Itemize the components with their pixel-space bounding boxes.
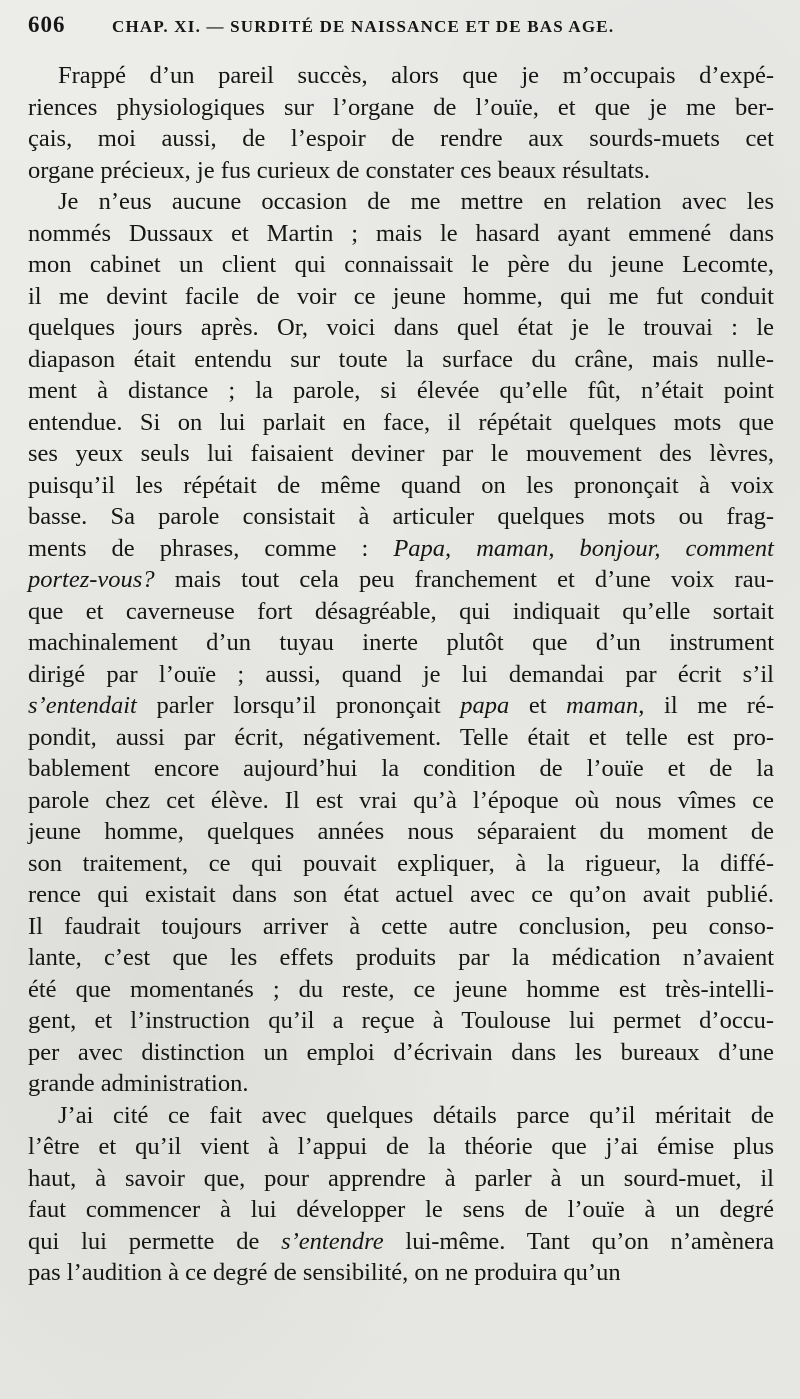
- text-run: riences physiologiques sur l’organe de l’ouïe, et que je me ber-: [28, 93, 774, 121]
- text-line: [28, 155, 774, 187]
- text-run: gent, et l’instruction qu’il a reçue à Toulouse lui permet d’occu-: [28, 1007, 774, 1034]
- text-line: [28, 1068, 774, 1100]
- text-run: été que momentanés ; du reste, ce jeune homme est très-intelli-: [28, 975, 774, 1003]
- page-number: 606: [28, 12, 66, 37]
- text-line: [28, 60, 774, 92]
- text-run: machinalement d’un tuyau inerte plutôt que d’un instrument: [28, 629, 774, 656]
- text-run: bablement encore aujourd’hui la condition de l’ouïe et de la: [28, 755, 774, 782]
- text-run: ment à distance ; la parole, si élevée qu’elle fût, n’était point: [28, 377, 774, 404]
- text-line: [28, 785, 774, 817]
- text-line: [28, 1100, 774, 1132]
- italic-text: s’entendait: [28, 692, 137, 719]
- text-run: grande administration.: [28, 1070, 249, 1097]
- text-run: lante, c’est que les effets produits par la médication n’avaient: [28, 944, 774, 971]
- text-line: [28, 816, 774, 848]
- text-line: [28, 312, 774, 344]
- paragraph: [28, 60, 774, 186]
- text-line: [28, 848, 774, 880]
- text-run: il me devint facile de voir ce jeune homme, qui me fut conduit: [28, 282, 774, 310]
- text-line: [28, 627, 774, 659]
- text-run: entendue. Si on lui parlait en face, il répétait quelques mots que: [28, 408, 774, 436]
- text-run: diapason était entendu sur toute la surface du crâne, mais nulle-: [28, 345, 774, 373]
- text-run: Je n’eus aucune occasion de me mettre en relation avec les: [58, 188, 774, 215]
- text-line: [28, 1131, 774, 1163]
- text-run: pas l’audition à ce degré de sensibilité, on ne produira qu’un: [28, 1259, 621, 1286]
- body-text: [28, 60, 774, 1289]
- text-line: [28, 533, 774, 565]
- text-run: qui lui permette de: [28, 1227, 282, 1255]
- text-run: son traitement, ce qui pouvait expliquer, à la rigueur, la diffé-: [28, 849, 774, 877]
- text-run: J’ai cité ce fait avec quelques détails parce qu’il méritait de: [58, 1101, 774, 1129]
- text-run: per avec distinction un emploi d’écrivain dans les bureaux d’une: [28, 1038, 774, 1066]
- text-line: [28, 690, 774, 722]
- text-line: [28, 186, 774, 218]
- text-line: [28, 249, 774, 281]
- italic-text: s’entendre: [281, 1227, 384, 1255]
- text-run: ments de phrases, comme :: [28, 534, 394, 562]
- text-line: [28, 564, 774, 596]
- text-line: [28, 281, 774, 313]
- text-run: il me ré-: [644, 692, 774, 719]
- text-line: [28, 438, 774, 470]
- text-line: [28, 218, 774, 250]
- text-line: [28, 470, 774, 502]
- text-line: [28, 659, 774, 691]
- text-line: [28, 722, 774, 754]
- text-run: nommés Dussaux et Martin ; mais le hasard ayant emmené dans: [28, 219, 774, 247]
- text-line: [28, 911, 774, 943]
- text-run: haut, à savoir que, pour apprendre à parler à un sourd-muet, il: [28, 1164, 774, 1192]
- text-line: [28, 92, 774, 124]
- text-run: puisqu’il les répétait de même quand on les prononçait à voix: [28, 471, 774, 499]
- text-line: [28, 753, 774, 785]
- text-run: mon cabinet un client qui connaissait le père du jeune Lecomte,: [28, 251, 774, 278]
- paragraph: [28, 186, 774, 1100]
- text-line: [28, 974, 774, 1006]
- text-line: [28, 501, 774, 533]
- italic-text: maman,: [566, 692, 645, 719]
- text-line: [28, 407, 774, 439]
- text-line: [28, 375, 774, 407]
- text-run: mais tout cela peu franchement et d’une voix rau-: [154, 566, 774, 593]
- text-line: [28, 1005, 774, 1037]
- text-run: çais, moi aussi, de l’espoir de rendre aux sourds-muets cet: [28, 125, 774, 152]
- chapter-title: CHAP. XI. — SURDITÉ DE NAISSANCE ET DE BAS AGE.: [112, 17, 615, 36]
- text-line: [28, 344, 774, 376]
- text-run: rence qui existait dans son état actuel avec ce qu’on avait publié.: [28, 881, 774, 908]
- text-run: basse. Sa parole consistait à articuler quelques mots ou frag-: [28, 503, 774, 530]
- text-run: Il faudrait toujours arriver à cette autre conclusion, peu conso-: [28, 912, 774, 940]
- text-line: [28, 942, 774, 974]
- text-run: parler lorsqu’il prononçait: [136, 692, 461, 719]
- text-line: [28, 1163, 774, 1195]
- text-run: Frappé d’un pareil succès, alors que je m’occupais d’expé-: [58, 62, 774, 89]
- text-line: [28, 1037, 774, 1069]
- text-run: l’être et qu’il vient à l’appui de la théorie que j’ai émise plus: [28, 1133, 774, 1160]
- text-run: que et caverneuse fort désagréable, qui indiquait qu’elle sortait: [28, 597, 774, 625]
- text-run: faut commencer à lui développer le sens de l’ouïe à un degré: [28, 1196, 774, 1223]
- italic-text: papa: [460, 692, 510, 719]
- text-run: lui-même. Tant qu’on n’amènera: [383, 1227, 774, 1255]
- text-run: pondit, aussi par écrit, négativement. Telle était et telle est pro-: [28, 723, 774, 751]
- text-line: [28, 123, 774, 155]
- text-run: quelques jours après. Or, voici dans quel état je le trouvai : le: [28, 314, 774, 341]
- paragraph: [28, 1100, 774, 1289]
- running-head: [28, 12, 774, 46]
- text-line: [28, 1257, 774, 1289]
- text-run: ses yeux seuls lui faisaient deviner par le mouvement des lèvres,: [28, 440, 774, 467]
- text-run: organe précieux, je fus curieux de constater ces beaux résultats.: [28, 156, 650, 184]
- text-run: et: [509, 692, 567, 719]
- text-run: parole chez cet élève. Il est vrai qu’à l’époque où nous vîmes ce: [28, 786, 774, 814]
- italic-text: portez-vous?: [28, 566, 155, 593]
- text-line: [28, 596, 774, 628]
- text-run: dirigé par l’ouïe ; aussi, quand je lui demandai par écrit s’il: [28, 660, 774, 688]
- text-run: jeune homme, quelques années nous séparaient du moment de: [28, 818, 774, 845]
- text-line: [28, 879, 774, 911]
- italic-text: Papa, maman, bonjour, comment: [393, 534, 774, 562]
- text-line: [28, 1194, 774, 1226]
- text-line: [28, 1226, 774, 1258]
